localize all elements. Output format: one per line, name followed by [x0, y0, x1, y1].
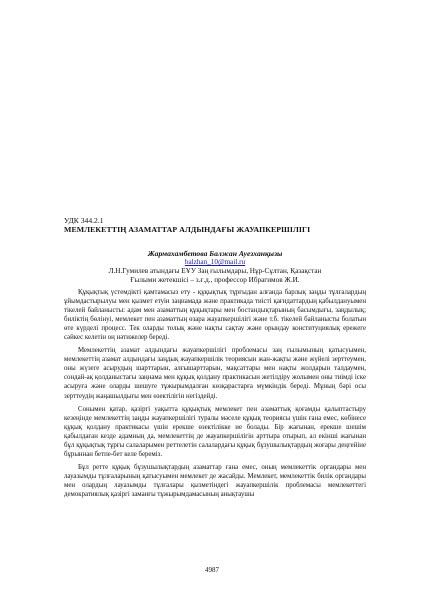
- body-paragraph: Мемлекеттің азамат алдындағы жауапкершілігі проблемасы заң ғылымының қатысуымен, мемлекеттің азамат алдындағы заңдық жауапкершілік теориясын жан-жақты және жүйелі зерттеумен, оны жүзеге асырудың шарттарын, алғышарттарын, мақсаттары мен нақты жолдарын талдаумен, сондай-ақ қолданыстағы заңнама мен құқық қолдану практикасын жетілдіру жолымен оны тиімді іске асыруға және оларды шешуге тұжырымдалған көзқарастарға мүмкіндік береді. Мұның бәрі осы зерттеудің жаңашылдығы мен өзектілігін негіздейді.: [64, 347, 366, 400]
- author-affiliation: Л.Н.Гумилев атындағы ЕҰУ Заң ғылымдары, Нұр-Сұлтан, Қазақстан: [108, 267, 322, 275]
- article-body: [64, 288, 366, 503]
- author-email-link[interactable]: balzhan_10@mail.ru: [184, 258, 246, 266]
- author-name: Жармахамбетова Балжан Ауезханқызы: [147, 249, 283, 258]
- udk-code: УДК 344.2.1: [64, 216, 104, 225]
- author-block: [64, 249, 366, 285]
- body-paragraph: Бұл ретте құқық бұзушылықтардың азаматтар ғана емес, оның мемлекеттік органдары мен лауазымды тұлғаларының қатысуымен мемлекет де жасайды. Мемлекет, мемлекеттік билік органдары мен олардың лауазымды тұлғалары қызметіндегі жауапкершілік проблемасы мемлекеттегі демократиялық қазіргі заманғы тұжырымдамасының анықтаушы: [64, 463, 366, 498]
- page-number: 4987: [205, 566, 219, 574]
- body-paragraph: Құқықтық үстемдікті қамтамасыз ету - құқықтық тұрғыдан алғанда барлық заңды тұлғалардың ұйымдастырылуы мен қызмет етуін заңнамада және практикада тиісті қағидаттардың қабылдануымен тікелей байланысты: адам мен азаматтың құқықтары мен бостандықтарының басымдығы, заңдылық; биліктің бөлінуі, мемлекет пен азаматтың өзара жауапкершілігі және т.б. тікелей байланысты болатын өте күрделі процесс. Тек оларды толық және нақты сақтау және орындау конституциялық ережеге сәйкес келетін оң нәтижелер береді.: [64, 289, 366, 342]
- body-paragraph: Сонымен қатар, қазіргі уақытта құқықтық мемлекет пен азаматтық қоғамды қалыптастыру кезеңінде мемлекеттің заңды жауапкершілігі туралы мәселе құқық теориясы үшін ғана емес, көбінесе құқық қолдану практикасы үшін ерекше өзектілікке ие болады. Бір жағынан, ерекше шешім қабылдаған кезде адамның да, мемлекеттің де жауапкершілігін арттыра отырып, ал екінші жағынан бұл құқықтық тұрғы салаларымен реттелетін салалардағы құқық бұзушылықтардың жоғары деңгейіне бұрыннан бетпе-бет келе береміз.: [64, 405, 366, 458]
- scientific-advisor: Ғылыми жетекшісі – з.ғ.д., профессор Ибрагимов Ж.И.: [130, 276, 300, 284]
- article-title: МЕМЛЕКЕТТІҢ АЗАМАТТАР АЛДЫНДАҒЫ ЖАУАПКЕРШІЛІГІ: [64, 225, 311, 234]
